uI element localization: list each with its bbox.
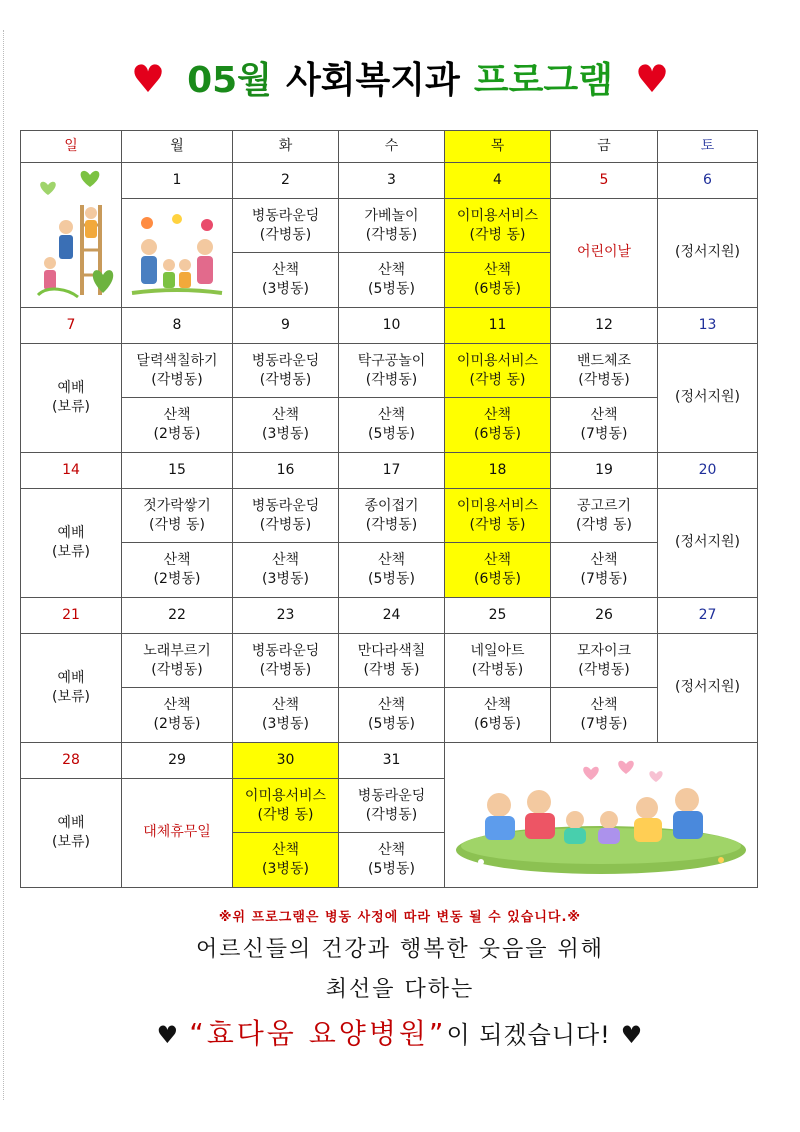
date-13: 13 (658, 307, 758, 343)
date-17: 17 (339, 452, 445, 488)
heart-icon: ♥ (634, 57, 670, 101)
heart-icon: ♥ (156, 1021, 180, 1049)
week4-am (21, 633, 758, 688)
program-may25-pm: 산책 (6병동) (445, 688, 551, 743)
program-may26-am: 모자이크 (각병동) (551, 633, 658, 688)
program-may11-am: 이미용서비스 (각병 동) (445, 343, 551, 398)
family-illustration (122, 198, 233, 307)
date-31: 31 (339, 742, 445, 778)
program-may9-pm: 산책 (3병동) (233, 398, 339, 453)
schedule-change-note: ※위 프로그램은 병동 사정에 따라 변동 될 수 있습니다.※ (218, 910, 582, 925)
week1-dates (21, 162, 758, 198)
program-may19-pm: 산책 (7병동) (551, 543, 658, 598)
weekday-sat: 토 (658, 131, 758, 163)
page-title (0, 52, 800, 103)
week4-dates (21, 597, 758, 633)
program-may17-am: 종이접기 (각병동) (339, 488, 445, 543)
date-29: 29 (122, 742, 233, 778)
weekday-tue: 화 (233, 131, 339, 163)
program-may23-am: 병동라운딩 (각병동) (233, 633, 339, 688)
family-garden-image (28, 165, 114, 305)
date-4: 4 (445, 162, 551, 198)
program-may25-am: 네일아트 (각병동) (445, 633, 551, 688)
program-may24-am: 만다라색칠 (각병 동) (339, 633, 445, 688)
week4-pm (21, 688, 758, 743)
program-may18-am: 이미용서비스 (각병 동) (445, 488, 551, 543)
title-department: 사회복지과 (285, 60, 460, 101)
program-may10-pm: 산책 (5병동) (339, 398, 445, 453)
weekday-thu: 목 (445, 131, 551, 163)
program-may15-pm: 산책 (2병동) (122, 543, 233, 598)
heart-icon: ♥ (620, 1021, 644, 1049)
program-may16-pm: 산책 (3병동) (233, 543, 339, 598)
program-may22-am: 노래부르기 (각병동) (122, 633, 233, 688)
date-12: 12 (551, 307, 658, 343)
week3-dates (21, 452, 758, 488)
grandparents-picnic-image (451, 750, 751, 880)
heart-icon: ♥ (130, 57, 166, 101)
substitute-holiday: 대체휴무일 (122, 778, 233, 887)
date-28: 28 (21, 742, 122, 778)
weekday-wed: 수 (339, 131, 445, 163)
program-may18-pm: 산책 (6병동) (445, 543, 551, 598)
week2-dates (21, 307, 758, 343)
program-may27: (정서지원) (658, 633, 758, 742)
program-may16-am: 병동라운딩 (각병동) (233, 488, 339, 543)
date-10: 10 (339, 307, 445, 343)
closing-suffix: 이 되겠습니다! (446, 1021, 611, 1049)
week2-am (21, 343, 758, 398)
program-may31-am: 병동라운딩 (각병동) (339, 778, 445, 833)
program-may26-pm: 산책 (7병동) (551, 688, 658, 743)
date-24: 24 (339, 597, 445, 633)
week1-am (21, 198, 758, 253)
program-may21: 예배 (보류) (21, 633, 122, 742)
program-may3-am: 가베놀이 (각병동) (339, 198, 445, 253)
closing-line-1: 어르신들의 건강과 행복한 웃음을 위해 (195, 937, 604, 962)
date-1: 1 (122, 162, 233, 198)
date-8: 8 (122, 307, 233, 343)
date-27: 27 (658, 597, 758, 633)
date-30: 30 (233, 742, 339, 778)
program-may4-pm: 산책 (6병동) (445, 253, 551, 308)
date-11: 11 (445, 307, 551, 343)
program-may11-pm: 산책 (6병동) (445, 398, 551, 453)
date-19: 19 (551, 452, 658, 488)
date-26: 26 (551, 597, 658, 633)
program-may14: 예배 (보류) (21, 488, 122, 597)
program-may8-am: 달력색칠하기 (각병동) (122, 343, 233, 398)
program-may12-pm: 산책 (7병동) (551, 398, 658, 453)
program-may2-am: 병동라운딩 (각병동) (233, 198, 339, 253)
date-23: 23 (233, 597, 339, 633)
program-may6: (정서지원) (658, 198, 758, 307)
program-may17-pm: 산책 (5병동) (339, 543, 445, 598)
program-may4-am: 이미용서비스 (각병 동) (445, 198, 551, 253)
program-may2-pm: 산책 (3병동) (233, 253, 339, 308)
hospital-name: “효다움 요양병원” (189, 1017, 447, 1050)
program-may10-am: 탁구공놀이 (각병동) (339, 343, 445, 398)
week2-pm (21, 398, 758, 453)
week5-dates (21, 742, 758, 778)
program-may30-pm: 산책 (3병동) (233, 833, 339, 888)
family-garden-illustration (21, 162, 122, 307)
weekday-mon: 월 (122, 131, 233, 163)
picnic-illustration (445, 742, 758, 887)
date-22: 22 (122, 597, 233, 633)
date-15: 15 (122, 452, 233, 488)
program-may7: 예배 (보류) (21, 343, 122, 452)
date-9: 9 (233, 307, 339, 343)
date-6: 6 (658, 162, 758, 198)
program-may13: (정서지원) (658, 343, 758, 452)
program-may19-am: 공고르기 (각병 동) (551, 488, 658, 543)
weekday-sun: 일 (21, 131, 122, 163)
program-may28: 예배 (보류) (21, 778, 122, 887)
week3-pm (21, 543, 758, 598)
date-21: 21 (21, 597, 122, 633)
closing-line-2: 최선을 다하는 (325, 977, 475, 1002)
program-may23-pm: 산책 (3병동) (233, 688, 339, 743)
title-month: 05월 (187, 60, 272, 101)
program-may3-pm: 산책 (5병동) (339, 253, 445, 308)
date-25: 25 (445, 597, 551, 633)
date-3: 3 (339, 162, 445, 198)
program-may20: (정서지원) (658, 488, 758, 597)
program-may9-am: 병동라운딩 (각병동) (233, 343, 339, 398)
program-may22-pm: 산책 (2병동) (122, 688, 233, 743)
date-14: 14 (21, 452, 122, 488)
holiday-childrens-day: 어린이날 (551, 198, 658, 307)
title-program: 프로그램 (473, 60, 613, 101)
date-7: 7 (21, 307, 122, 343)
date-20: 20 (658, 452, 758, 488)
program-may15-am: 젓가락쌓기 (각병 동) (122, 488, 233, 543)
weekday-fri: 금 (551, 131, 658, 163)
date-18: 18 (445, 452, 551, 488)
program-may12-am: 밴드체조 (각병동) (551, 343, 658, 398)
weekday-header (21, 131, 758, 163)
program-may24-pm: 산책 (5병동) (339, 688, 445, 743)
date-16: 16 (233, 452, 339, 488)
date-5: 5 (551, 162, 658, 198)
closing-line-3 (0, 1012, 800, 1052)
family-image (127, 207, 227, 299)
week3-am (21, 488, 758, 543)
program-may30-am: 이미용서비스 (각병 동) (233, 778, 339, 833)
program-calendar (20, 130, 758, 888)
date-2: 2 (233, 162, 339, 198)
program-may8-pm: 산책 (2병동) (122, 398, 233, 453)
program-may31-pm: 산책 (5병동) (339, 833, 445, 888)
